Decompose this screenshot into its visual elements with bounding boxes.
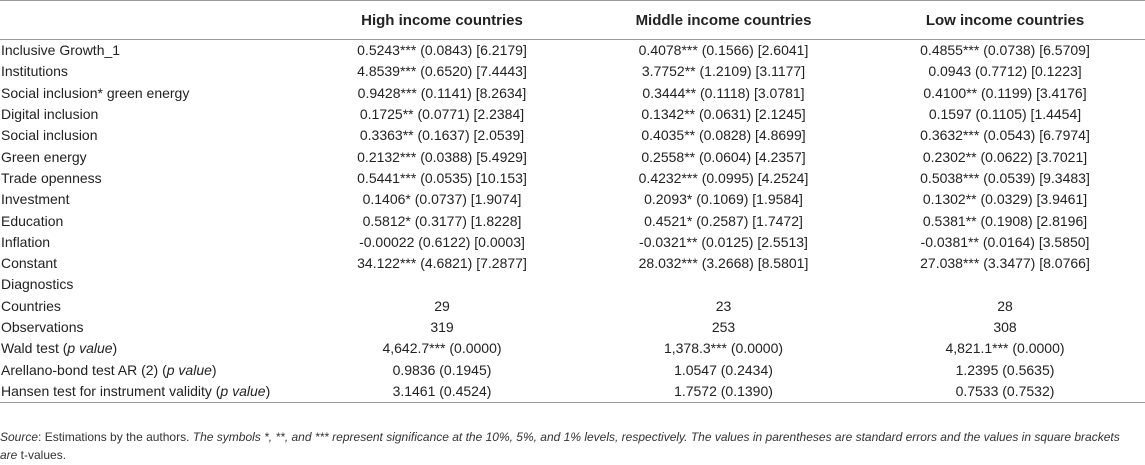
- table-row: [0, 104, 1145, 125]
- header-row: [0, 1, 1145, 40]
- row-label: [0, 359, 302, 380]
- table-row: [0, 168, 1145, 189]
- table-note: [0, 428, 1140, 464]
- cell-high: 319: [430, 319, 454, 335]
- table-row: [0, 40, 1145, 62]
- label-end: ): [112, 340, 118, 357]
- cell-high: 0.1725** (0.0771) [2.2384]: [359, 106, 525, 123]
- cell-high: 0.9428*** (0.1141) [8.2634]: [357, 84, 527, 101]
- source-text: : Estimations by the authors.: [38, 430, 193, 444]
- cell-middle: -0.0321** (0.0125) [2.5513]: [639, 233, 808, 250]
- row-label: Institutions: [1, 63, 68, 80]
- cell-high: 3.1461 (0.4524): [302, 381, 582, 403]
- cell-middle: 0.4232*** (0.0995) [4.2524]: [638, 169, 809, 186]
- table-row: [0, 296, 1145, 317]
- cell-middle: 1,378.3*** (0.0000): [663, 340, 784, 357]
- label-end: ): [211, 361, 217, 378]
- cell-low: 0.0943 (0.7712) [0.1223]: [928, 63, 1082, 80]
- row-label: Inclusive Growth_1: [1, 42, 121, 59]
- significance-note: The symbols *, **, and *** represent significance at the 10%, 5%, and 1% levels, respectively. The values in parentheses are standard errors and the values in square brackets are: [0, 430, 1120, 462]
- table-row: [0, 381, 1145, 403]
- cell-low: 0.2302** (0.0622) [3.7021]: [922, 148, 1088, 165]
- cell-high: 0.5441*** (0.0535) [10.153]: [357, 169, 527, 186]
- table-header: [0, 1, 1145, 40]
- row-label: Social inclusion* green energy: [1, 84, 190, 101]
- cell-high: -0.00022 (0.6122) [0.0003]: [359, 233, 525, 250]
- cell-low: 27.038*** (3.3477) [8.0766]: [920, 255, 1090, 272]
- row-label: Inflation: [1, 233, 51, 250]
- cell-middle: 0.4521* (0.2587) [1.7472]: [644, 212, 803, 229]
- header-middle-income: Middle income countries: [582, 1, 865, 40]
- cell-low: 0.3632*** (0.0543) [6.7974]: [920, 127, 1090, 144]
- cell-middle: 0.2558** (0.0604) [4.2357]: [641, 148, 806, 165]
- table-row: [0, 359, 1145, 380]
- cell-low: 0.1302** (0.0329) [3.9461]: [922, 191, 1088, 208]
- cell-low: -0.0381** (0.0164) [3.5850]: [920, 233, 1090, 250]
- cell-low: [865, 274, 1145, 295]
- table-row: [0, 146, 1145, 167]
- cell-middle: 0.3444** (0.1118) [3.0781]: [642, 84, 805, 101]
- table-row: [0, 253, 1145, 274]
- row-label: Diagnostics: [1, 276, 74, 293]
- row-label: Investment: [1, 191, 70, 208]
- row-label: Education: [1, 212, 64, 229]
- table-row: [0, 210, 1145, 231]
- cell-middle: 1.0547 (0.2434): [674, 361, 773, 378]
- table-row: [0, 83, 1145, 104]
- row-label: Constant: [1, 255, 58, 272]
- label-emphasis: p value: [220, 382, 266, 399]
- cell-middle: 0.4035** (0.0828) [4.8699]: [641, 127, 806, 144]
- row-label: Social inclusion: [1, 127, 98, 144]
- cell-middle: 28.032*** (3.2668) [8.5801]: [638, 255, 809, 272]
- cell-high: 0.9836 (0.1945): [392, 361, 492, 378]
- cell-low: 0.5038*** (0.0539) [9.3483]: [920, 169, 1090, 186]
- label-emphasis: p value: [67, 340, 113, 357]
- row-label: Green energy: [1, 148, 87, 165]
- cell-low: 308: [993, 319, 1017, 335]
- table-row: [0, 338, 1145, 359]
- cell-high: 0.1406* (0.0737) [1.9074]: [362, 191, 522, 208]
- note-tail: t-values.: [17, 448, 67, 462]
- table-row: [0, 232, 1145, 253]
- table-row: [0, 274, 1145, 295]
- row-label: [0, 381, 302, 403]
- table-row: [0, 189, 1145, 210]
- cell-low: 0.7533 (0.7532): [865, 381, 1145, 403]
- header-variable: [0, 1, 302, 40]
- cell-low: 0.5381** (0.1908) [2.8196]: [922, 212, 1088, 229]
- label-main: Arellano-bond test AR (2) (: [1, 361, 167, 378]
- cell-middle: 0.1342** (0.0631) [2.1245]: [641, 106, 806, 123]
- cell-high: 4,642.7*** (0.0000): [382, 340, 502, 357]
- cell-middle: 23: [715, 297, 732, 314]
- label-emphasis: p value: [166, 361, 212, 378]
- row-label: Countries: [1, 297, 61, 314]
- cell-low: 0.4855*** (0.0738) [6.5709]: [920, 42, 1090, 59]
- cell-middle: 1.7572 (0.1390): [582, 381, 865, 403]
- row-label: [0, 338, 302, 359]
- cell-middle: 0.2093* (0.1069) [1.9584]: [644, 191, 803, 208]
- cell-high: 4.8539*** (0.6520) [7.4443]: [357, 63, 527, 80]
- row-label: Observations: [1, 319, 84, 335]
- cell-high: 29: [434, 297, 450, 314]
- table-row: [0, 61, 1145, 82]
- cell-low: 1.2395 (0.5635): [955, 361, 1055, 378]
- cell-middle: 253: [711, 319, 736, 335]
- cell-high: [302, 274, 582, 295]
- cell-high: 0.5812* (0.3177) [1.8228]: [362, 212, 522, 229]
- row-label: Digital inclusion: [1, 106, 99, 123]
- cell-high: 0.2132*** (0.0388) [5.4929]: [357, 148, 527, 165]
- cell-low: 4,821.1*** (0.0000): [945, 340, 1065, 357]
- header-low-income: Low income countries: [865, 1, 1145, 40]
- cell-low: 0.1597 (0.1105) [1.4454]: [928, 106, 1082, 123]
- label-main: Wald test (: [1, 340, 68, 357]
- label-main: Hansen test for instrument validity (: [1, 382, 221, 399]
- cell-middle: 0.4078*** (0.1566) [2.6041]: [638, 42, 809, 59]
- table-body: [0, 40, 1145, 403]
- table-row: [0, 125, 1145, 146]
- cell-middle: 3.7752** (1.2109) [3.1177]: [641, 63, 806, 80]
- cell-high: 0.5243*** (0.0843) [6.2179]: [357, 42, 527, 59]
- cell-high: 34.122*** (4.6821) [7.2877]: [357, 255, 527, 272]
- source-label: Source: [0, 430, 39, 444]
- header-high-income: High income countries: [302, 1, 582, 40]
- table-row: [0, 317, 1145, 338]
- row-label: Trade openness: [1, 169, 102, 186]
- label-end: ): [265, 382, 271, 399]
- cell-low: 0.4100** (0.1199) [3.4176]: [923, 84, 1087, 101]
- cell-high: 0.3363** (0.1637) [2.0539]: [359, 127, 525, 144]
- cell-middle: [582, 274, 865, 295]
- cell-low: 28: [997, 297, 1013, 314]
